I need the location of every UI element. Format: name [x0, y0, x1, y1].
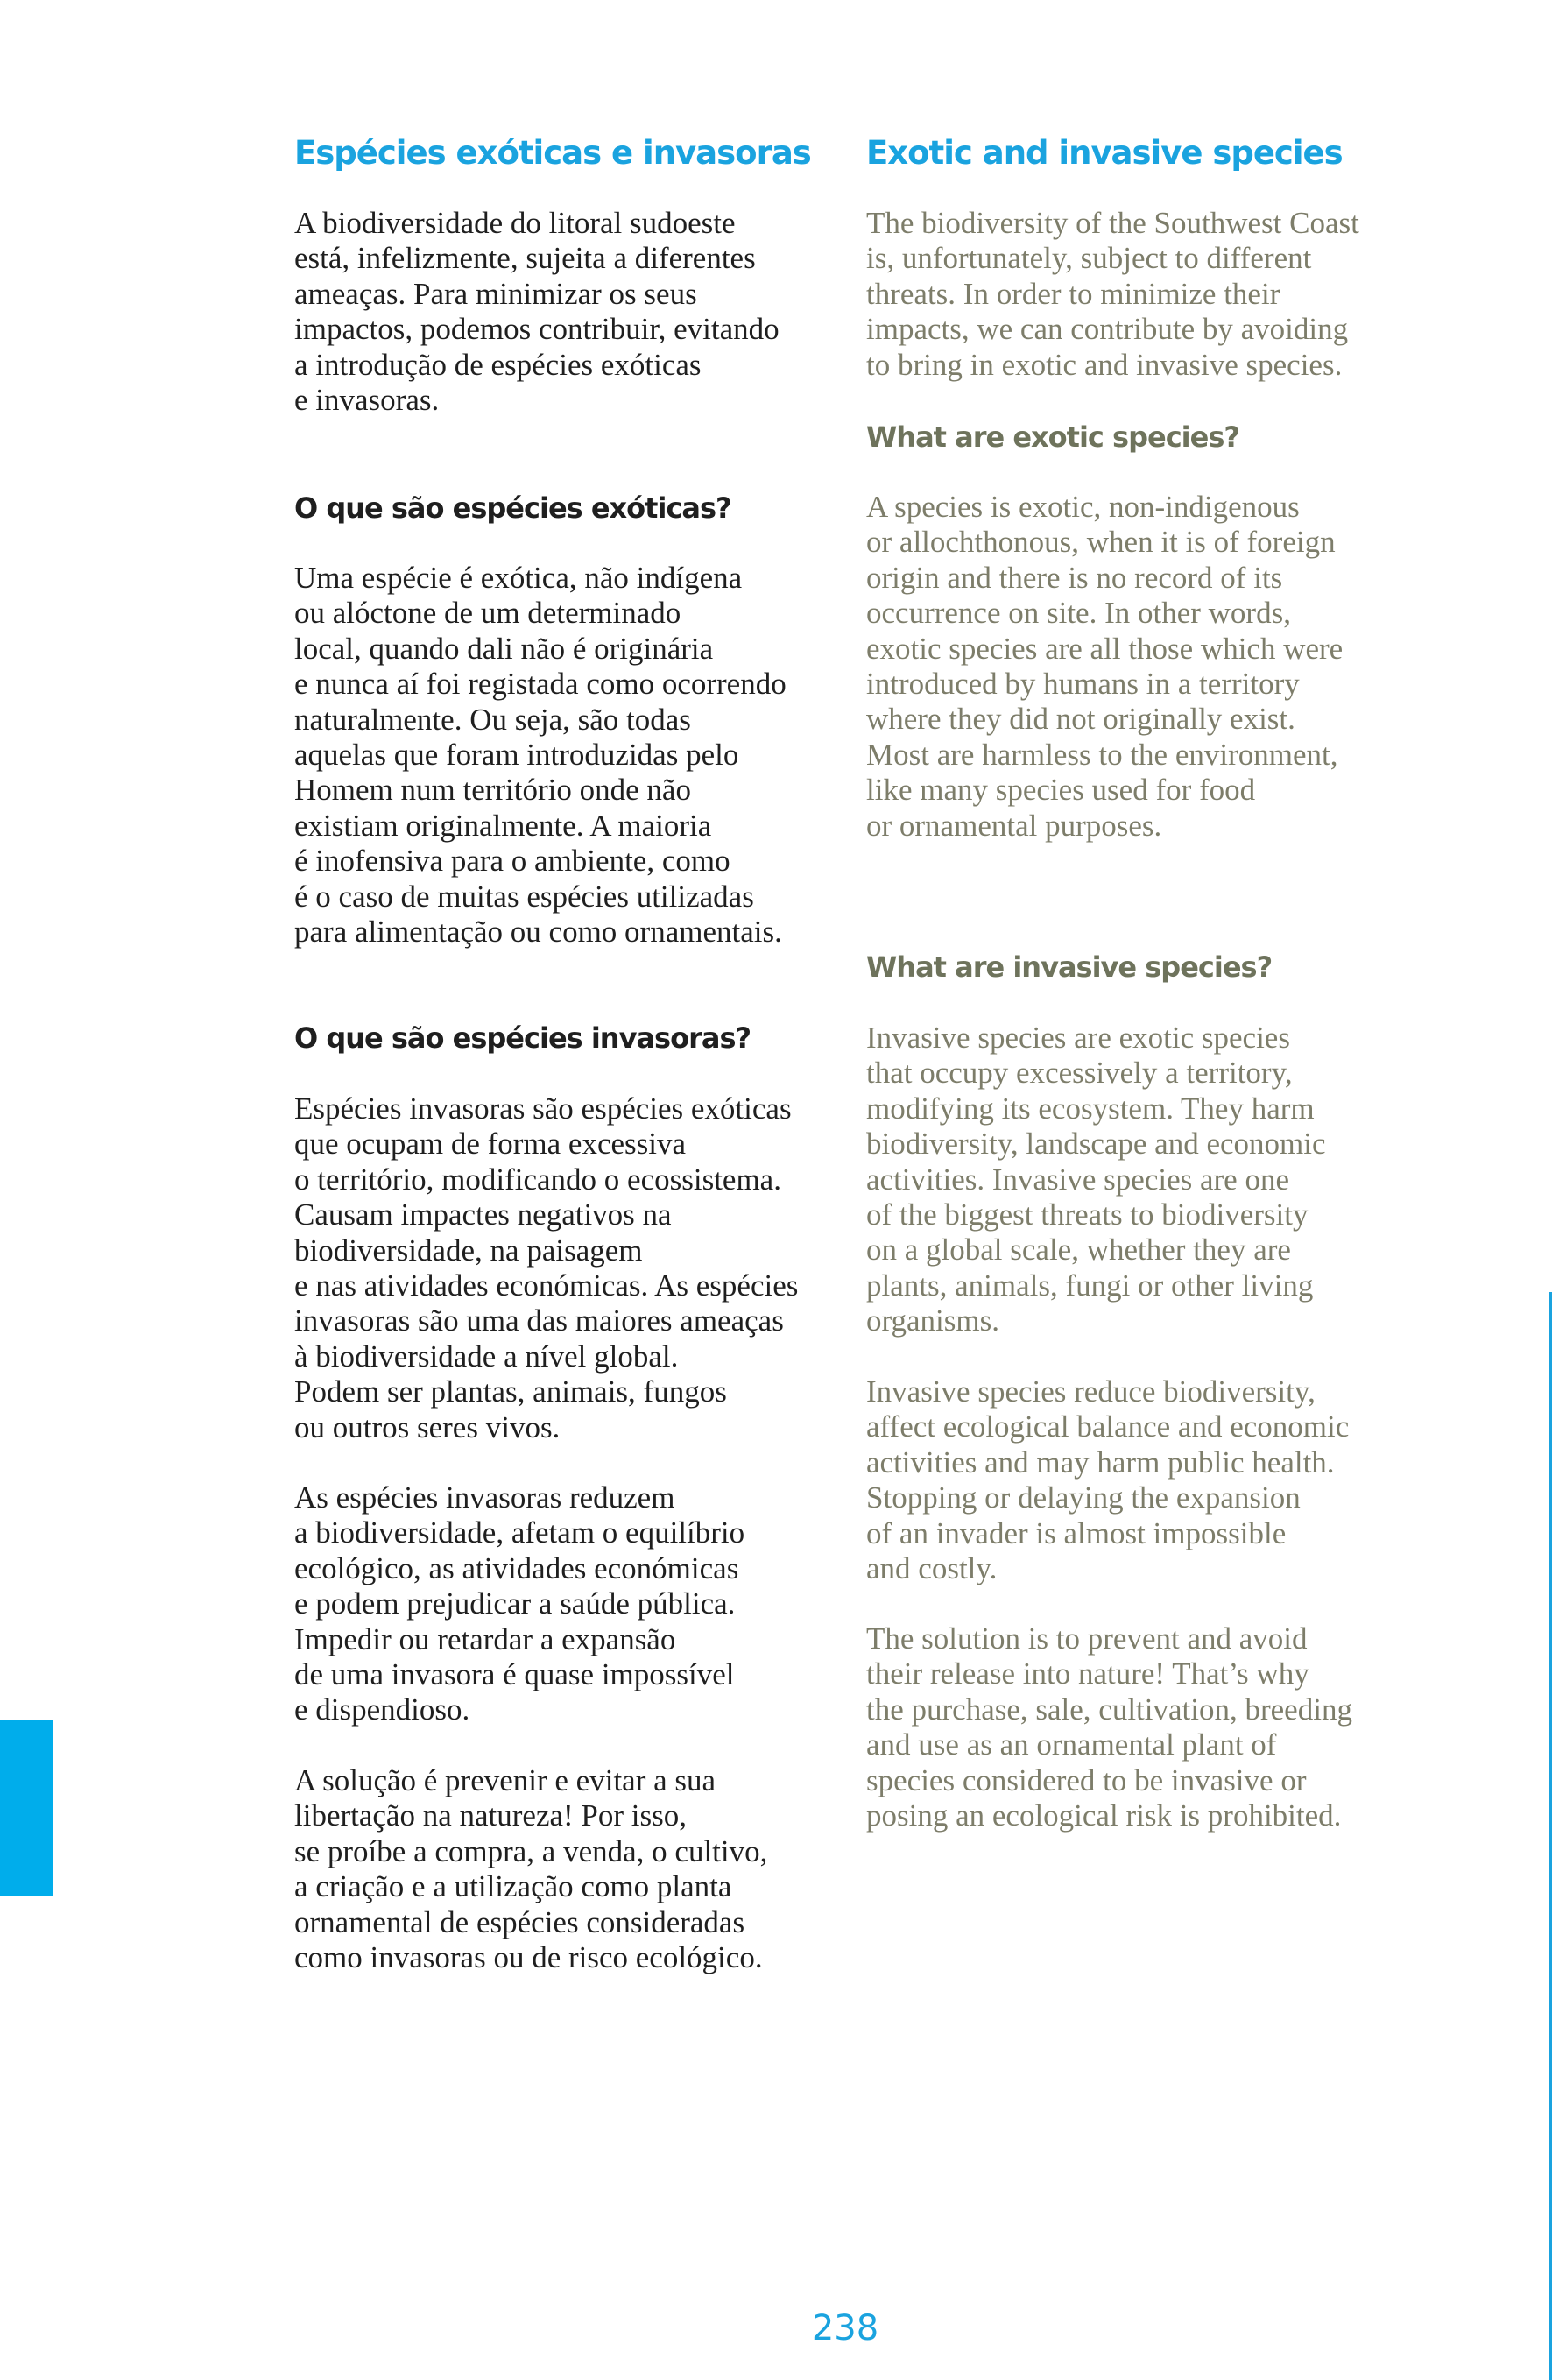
english-title: Exotic and invasive species: [866, 134, 1343, 172]
portuguese-exotic-paragraph: Uma espécie é exótica, não indígena ou alóctone de um determinado local, quando dali não é originária e nunca aí foi registada como ocorrendo naturalmente. Ou seja, são todas aquelas que foram introduzidas pelo Homem num território onde não existiam originalmente. A maioria é inofensiva para o ambiente, como é o caso de muitas espécies utilizadas para alimentação ou como ornamentais.: [294, 561, 787, 950]
english-exotic-paragraph: A species is exotic, non-indigenous or allochthonous, when it is of foreign origin and there is no record of its occurrence on site. In other words, exotic species are all those which were introduced by humans in a territory where they did not originally exist. Most are harmless to the environment, like many species used for food or ornamental purposes.: [866, 490, 1344, 843]
portuguese-intro-paragraph: A biodiversidade do litoral sudoeste está, infelizmente, sujeita a diferentes ameaças. Para minimizar os seus impactos, podemos contribuir, evitando a introdução de espécies exóticas e invasoras.: [294, 206, 780, 418]
page-number: 238: [811, 2308, 879, 2348]
english-invasive-paragraph-2: Invasive species reduce biodiversity, affect ecological balance and economic activities and may harm public health. Stopping or delaying the expansion of an invader is almost impossible and costly.: [866, 1374, 1350, 1586]
portuguese-exotic-heading: O que são espécies exóticas?: [294, 491, 731, 525]
english-invasive-paragraph-3: The solution is to prevent and avoid their release into nature! That’s why the purchase, sale, cultivation, breeding and use as an ornamental plant of species considered to be invasive or posing an ecological risk is prohibited.: [866, 1621, 1352, 1833]
portuguese-invasive-paragraph-3: A solução é prevenir e evitar a sua libertação na natureza! Por isso, se proíbe a compra, a venda, o cultivo, a criação e a utilização como planta ornamental de espécies consideradas como invasoras ou de risco ecológico.: [294, 1763, 768, 1975]
english-intro-paragraph: The biodiversity of the Southwest Coast is, unfortunately, subject to different threats. In order to minimize their impacts, we can contribute by avoiding to bring in exotic and invasive species.: [866, 206, 1359, 382]
portuguese-invasive-paragraph-2: As espécies invasoras reduzem a biodiversidade, afetam o equilíbrio ecológico, as atividades económicas e podem prejudicar a saúde pública. Impedir ou retardar a expansão de uma invasora é quase impossível e dispendioso.: [294, 1480, 745, 1727]
side-tab-marker: [0, 1720, 53, 1896]
english-invasive-paragraph-1: Invasive species are exotic species that occupy excessively a territory, modifying its ecosystem. They harm biodiversity, landscape and economic activities. Invasive species are one of the biggest threats to biodiversity on a global scale, whether they are plants, animals, fungi or other living organisms.: [866, 1021, 1326, 1338]
portuguese-invasive-paragraph-1: Espécies invasoras são espécies exóticas que ocupam de forma excessiva o território, modificando o ecossistema. Causam impactes negativos na biodiversidade, na paisagem e nas atividades económicas. As espécies invasoras são uma das maiores ameaças à biodiversidade a nível global. Podem ser plantas, animais, fungos ou outros seres vivos.: [294, 1091, 799, 1444]
portuguese-invasive-heading: O que são espécies invasoras?: [294, 1021, 751, 1055]
english-exotic-heading: What are exotic species?: [866, 420, 1239, 454]
portuguese-title: Espécies exóticas e invasoras: [294, 134, 811, 172]
english-invasive-heading: What are invasive species?: [866, 950, 1273, 984]
